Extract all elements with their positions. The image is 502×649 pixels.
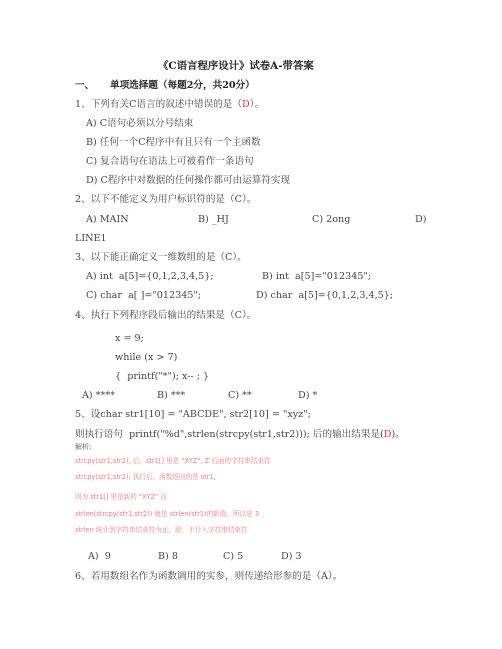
document-title: 《C语言程序设计》试卷A-带答案 <box>158 60 314 72</box>
q3-option-b: B) int a[5]="012345"; <box>262 271 372 282</box>
q3-option-d: D) char a[5]={0,1,2,3,4,5}; <box>256 290 394 301</box>
q1-option-d: D) C程序中对数据的任何操作都可由运算符实现 <box>86 175 291 186</box>
q5-analysis-line-3: 因为 str1[] 里是新的 "XYZ" 而 <box>75 493 167 501</box>
q5-option-c: C) 5 <box>223 551 244 562</box>
q2-option-a: A) MAIN <box>86 214 129 225</box>
q4-code-line-1: x = 9; <box>115 333 144 344</box>
q1-answer: D <box>241 99 250 110</box>
q4-option-d: D) * <box>298 390 318 401</box>
q1-stem-b: ）。 <box>249 99 265 110</box>
q5-statement-end: )。 <box>391 429 405 440</box>
q5-analysis-line-1: strcpy(str1,str2); 后，str1[] 里是 "XYZ", Z 后面的字符串结束符 <box>75 457 271 465</box>
question-3-stem: 3、以下能正确定义一维数组的是（C）。 <box>75 252 247 263</box>
q3-option-a: A) int a[5]={0,1,2,3,4,5}; <box>86 271 214 282</box>
q5-option-b: B) 8 <box>158 551 178 562</box>
q5-analysis-label: 解析: <box>75 443 92 451</box>
q5-analysis-line-5: strlen 统计到字符串结束符为止，即，不计入字符串结束符 <box>75 526 248 534</box>
question-5-stem: 5、设char str1[10] = "ABCDE", str2[10] = "xyz"; <box>75 409 311 420</box>
q1-stem-a: 1、下列有关C语言的叙述中错误的是（ <box>75 99 242 110</box>
question-1-stem <box>75 99 264 111</box>
q3-option-c: C) char a[ ]="012345"; <box>86 290 202 301</box>
question-2-stem: 2、以下不能定义为用户标识符的是（C）。 <box>75 194 257 205</box>
question-6-stem: 6、若用数组名作为函数调用的实参，则传递给形参的是（A）。 <box>75 571 343 582</box>
q4-option-a: A) **** <box>82 390 115 401</box>
q5-statement-text: 则执行语句 printf("%d",strlen(strcpy(str1,str2))); 后的输出结果是( <box>75 429 384 440</box>
q2-option-d-text: LINE1 <box>75 233 107 244</box>
q4-code-line-3: { printf("*"); x-- ; } <box>115 371 210 382</box>
q4-code-line-2: while (x > 7) <box>115 352 178 363</box>
q4-option-b: B) *** <box>157 390 186 401</box>
q1-option-a: A) C语句必须以分号结束 <box>86 118 194 129</box>
q5-option-d: D) 3 <box>281 551 302 562</box>
q5-option-a: A) 9 <box>88 551 111 562</box>
q5-answer: D <box>383 429 392 440</box>
q2-option-c: C) 2ong <box>312 214 351 225</box>
section-heading: 单项选择题（每题2分，共20分） <box>110 80 255 91</box>
q5-analysis-line-4: strlen(strcpy(str1,str2)) 就是 strlen(str1)的新值，所以是 3 <box>75 510 260 518</box>
section-number: 一、 <box>75 80 95 91</box>
q1-option-c: C) 复合语句在语法上可被看作一条语句 <box>86 156 254 167</box>
q2-option-b: B) _HJ <box>198 214 229 225</box>
q1-option-b: B) 任何一个C程序中有且只有一个主函数 <box>86 137 261 148</box>
q5-analysis-line-2: strcpy(str1,str2); 执行后，函数返回的是 str1, <box>75 473 216 481</box>
q4-option-c: C) ** <box>228 390 252 401</box>
q5-statement <box>75 429 405 441</box>
q2-option-d: D) <box>415 214 427 225</box>
question-4-stem: 4、执行下列程序段后输出的结果是（C）。 <box>75 310 257 321</box>
